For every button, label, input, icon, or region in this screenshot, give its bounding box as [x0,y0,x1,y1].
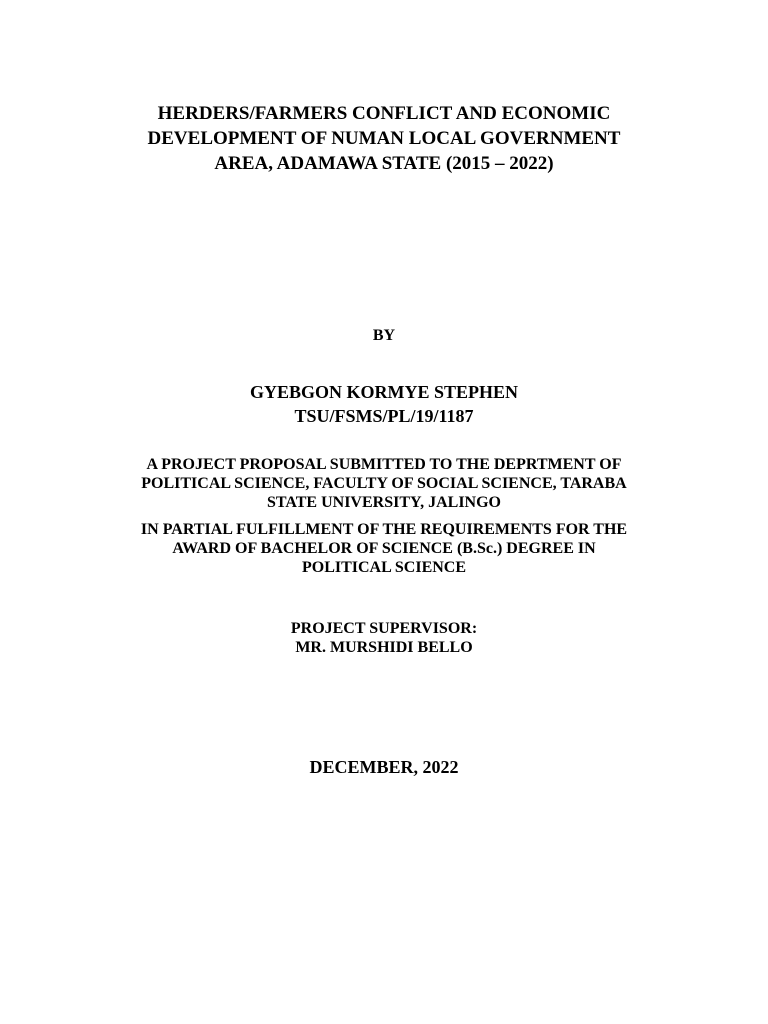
submission-line-1: A PROJECT PROPOSAL SUBMITTED TO THE DEPRTMENT OF [146,456,622,473]
fulfillment-line-3: POLITICAL SCIENCE [301,559,467,576]
by-label: BY [372,327,396,344]
title-line-2: DEVELOPMENT OF NUMAN LOCAL GOVERNMENT [147,128,621,149]
author-name: GYEBGON KORMYE STEPHEN [249,382,519,402]
registration-number: TSU/FSMS/PL/19/1187 [294,406,474,426]
submission-line-2: POLITICAL SCIENCE, FACULTY OF SOCIAL SCIENCE, TARABA [141,475,627,492]
fulfillment-line-1: IN PARTIAL FULFILLMENT OF THE REQUIREMENTS FOR THE [140,521,628,538]
fulfillment-statement [0,520,768,577]
supervisor-name: MR. MURSHIDI BELLO [295,639,473,656]
supervisor-block [0,619,768,657]
submission-date: DECEMBER, 2022 [309,757,459,777]
author-block [0,380,768,428]
submission-line-3: STATE UNIVERSITY, JALINGO [267,494,501,511]
title-line-1: HERDERS/FARMERS CONFLICT AND ECONOMIC [157,103,611,124]
submission-statement [0,455,768,512]
supervisor-label: PROJECT SUPERVISOR: [290,620,478,637]
title-line-3: AREA, ADAMAWA STATE (2015 – 2022) [214,153,554,174]
project-title [0,101,768,176]
fulfillment-line-2: AWARD OF BACHELOR OF SCIENCE (B.Sc.) DEGREE IN [172,540,596,557]
